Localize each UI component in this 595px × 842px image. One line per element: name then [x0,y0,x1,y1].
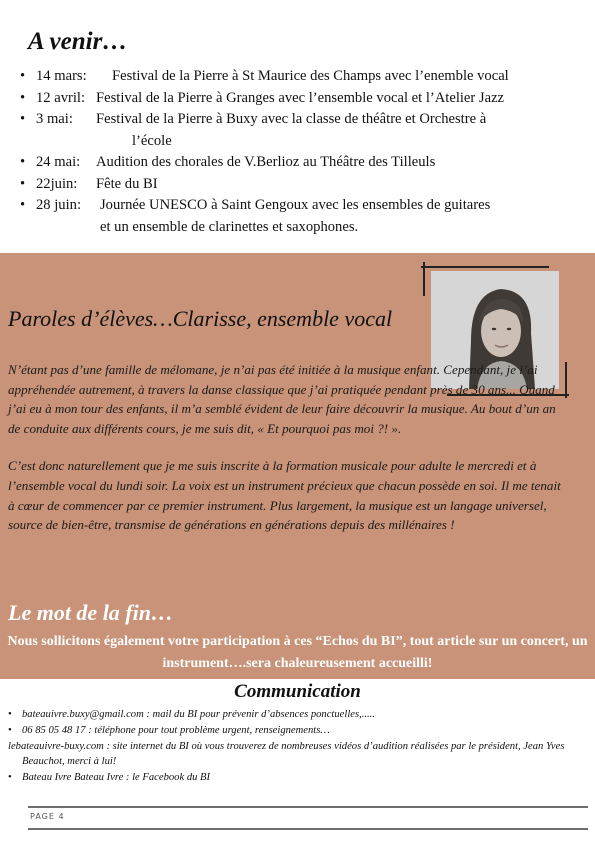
communication-item-text: 06 85 05 48 17 : téléphone pour tout problème urgent, renseignements… [22,724,330,736]
event-item [20,152,590,174]
communication-item-phone [8,723,588,739]
event-date: 3 mai: [36,111,73,127]
pupil-testimony [8,360,568,553]
frame-line [421,266,549,268]
communication-item-text: bateauivre.buxy@gmail.com : mail du BI pour prévenir d’absences ponctuelles,..... [22,709,375,720]
event-date: 12 avril: [36,89,86,106]
communication-item-text: lebateauivre-buxy.com : site internet du BI où vous trouverez de nombreuses vidéos d’audition réalisées par le président, Jean Yves Beauchot, merci à lui! [8,740,565,768]
frame-line [423,262,425,296]
testimony-paragraph: C’est donc naturellement que je me suis inscrite à la formation musicale pour adulte le mercredi et à l’ensemble vocal du lundi soir. La voix est un instrument précieux que chacun possède en soi. Il me tenait à cœur de commencer par ce premier instrument. Plus largement, la musique est un langage universel, source de bien-être, transmise de générations en générations depuis des millénaires ! [8,458,561,533]
bullet-icon: • [8,709,12,720]
last-word-text: Nous sollicitons également votre participation à ces “Echos du BI”, tout article sur un concert, un instrument….sera chaleureusement accueilli! [7,634,588,671]
events-list [20,66,590,238]
event-item [20,195,590,238]
communication-item-website [8,739,588,771]
communication-item-email [8,707,588,723]
bullet-icon: • [20,154,26,170]
event-item [20,66,590,88]
bullet-icon: • [20,68,26,84]
event-date: 24 mai: [36,154,81,170]
event-text-continued: l’école [132,132,172,149]
event-item [20,109,590,152]
event-date: 28 juin: [36,197,81,213]
bullet-icon: • [8,772,12,784]
bullet-icon: • [20,111,26,127]
event-text: Audition des chorales de V.Berlioz au Théâtre des Tilleuls [96,154,436,170]
pupil-section-title: Paroles d’élèves…Clarisse, ensemble vocal [8,306,393,331]
footer-rule [28,806,588,808]
event-text: Journée UNESCO à Saint Gengoux avec les ensembles de guitares [100,197,491,213]
event-text: Fête du BI [96,175,158,192]
testimony-paragraph: N’étant pas d’une famille de mélomane, je n’ai pas été initiée à la musique enfant. Cependant, je l’ai appréhendée autrement, à travers la danse classique que j’ai pratiquée pendant près de 30 ans... Quand j’ai eu à mon tour des enfants, il m’a semblé évident de leur faire découvrir la musique. Au bout d’un an de conduite aux différents cours, je me suis dit, « Et pourquoi pas moi ?! ». [8,362,556,436]
event-item [20,88,590,110]
communication-list [8,707,588,786]
event-text: Festival de la Pierre à St Maurice des Champs avec l’enemble vocal [112,68,509,84]
event-text: Festival de la Pierre à Buxy avec la classe de théâtre et Orchestre à [96,111,487,127]
bullet-icon: • [20,175,26,192]
bullet-icon: • [8,724,12,736]
communication-item-text: Bateau Ivre Bateau Ivre : le Facebook du BI [22,772,211,784]
bullet-icon: • [20,89,26,106]
event-text-continued: et un ensemble de clarinettes et saxophones. [100,218,359,235]
page-number: PAGE 4 [30,812,65,821]
event-item [20,174,590,196]
upcoming-heading: A venir… [28,28,128,55]
event-date: 22juin: [36,175,78,192]
communication-heading: Communication [234,681,361,702]
last-word-heading: Le mot de la fin… [8,600,173,625]
footer-rule [28,828,588,830]
event-date: 14 mars: [36,68,87,84]
communication-item-facebook [8,770,588,786]
event-text: Festival de la Pierre à Granges avec l’ensemble vocal et l’Atelier Jazz [96,89,505,106]
bullet-icon: • [20,197,26,213]
